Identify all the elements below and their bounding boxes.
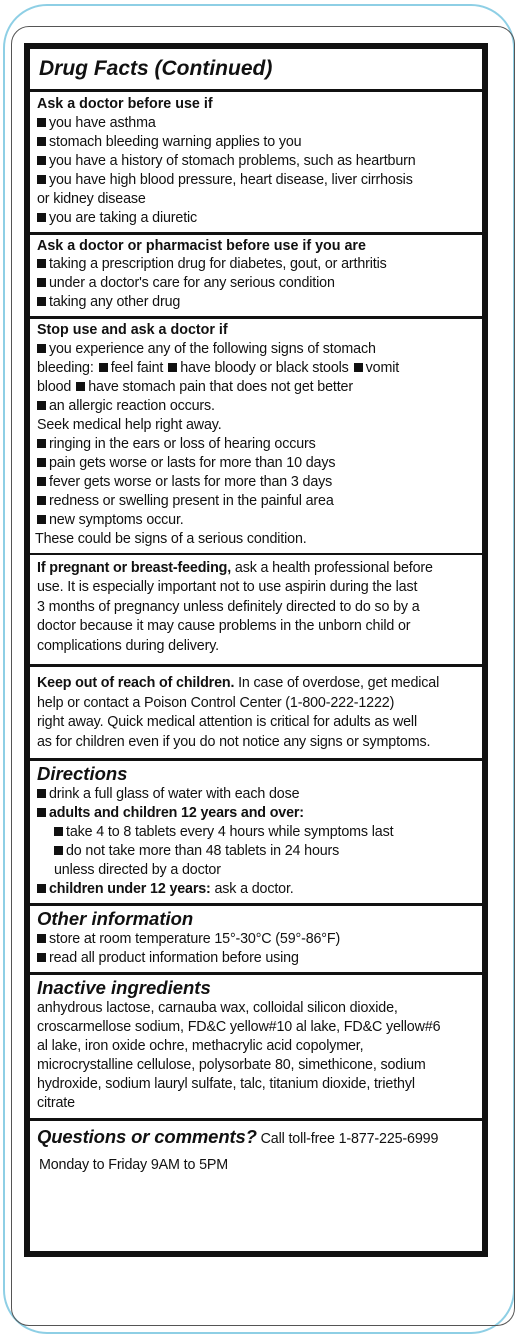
list-item: drink a full glass of water with each dose [37,785,476,804]
list-item: you are taking a diuretic [37,209,476,228]
inactive-line: microcrystalline cellulose, polysorbate 80, simethicone, sodium [37,1057,426,1073]
adults-label: adults and children 12 years and over: [49,805,304,821]
bullet-square [76,382,85,391]
pregnancy-section [30,555,482,668]
list-item [37,880,476,899]
bleeding-signs-line [35,359,476,378]
list-item: store at room temperature 15°-30°C (59°-86°F) [37,930,476,949]
inactive-line: hydroxide, sodium lauryl sulfate, talc, titanium dioxide, triethyl [37,1076,415,1092]
pregnancy-line-1 [37,559,476,579]
questions-lead: Questions or comments? [37,1126,257,1147]
serious-condition-text: These could be signs of a serious condition. [35,530,307,547]
sign-pain: have stomach pain that does not get better [88,378,353,395]
questions-section [30,1121,482,1180]
inactive-line: al lake, iron oxide ochre, methacrylic acid copolymer, [37,1038,364,1054]
children-line-3: right away. Quick medical attention is critical for adults as well [37,714,417,730]
sign-stools: have bloody or black stools [180,359,349,376]
bleeding-lead: bleeding: [37,359,94,376]
under12-text: ask a doctor. [210,881,294,897]
pregnancy-line-5: complications during delivery. [37,637,219,654]
bullet-square [354,363,363,372]
list-item [37,804,476,823]
questions-phone: Call toll-free 1-877-225-6999 [256,1131,439,1147]
list-item: new symptoms occur. [35,511,476,530]
list-item: an allergic reaction occurs. [35,397,476,416]
questions-hours: Monday to Friday 9AM to 5PM [39,1157,229,1173]
other-info-heading: Other information [37,908,194,929]
list-item: under a doctor's care for any serious condition [37,274,476,293]
directions-section [30,761,482,906]
inactive-line: croscarmellose sodium, FD&C yellow#10 al lake, FD&C yellow#6 [37,1019,441,1035]
children-lead: Keep out of reach of children. [37,675,235,691]
other-info-section [30,906,482,975]
list-item: do not take more than 48 tablets in 24 hours [37,842,476,861]
list-item-continued: or kidney disease [37,190,146,207]
sign-vomit-cont: blood [37,378,72,395]
sign-faint: feel faint [110,359,164,376]
children-line-1 [37,674,476,694]
drug-facts-panel [24,43,488,1257]
questions-line [37,1125,476,1151]
pregnancy-text: ask a health professional before [231,559,433,576]
children-line-4: as for children even if you do not notice any signs or symptoms. [37,733,431,750]
children-text: In case of overdose, get medical [234,675,440,691]
list-item: you have high blood pressure, heart disease, liver cirrhosis [37,171,476,190]
seek-help-text: Seek medical help right away. [37,416,222,433]
title-bar [30,49,482,92]
page-title: Drug Facts (Continued) [39,57,273,80]
stop-use-heading: Stop use and ask a doctor if [37,322,228,338]
sign-vomit: vomit [365,359,400,376]
pregnancy-line-3: 3 months of pregnancy unless definitely directed to do so by a [37,598,420,615]
stop-use-section [30,319,482,555]
bullet-square [99,363,108,372]
bullet-square [168,363,177,372]
ask-doctor-section [30,92,482,235]
list-item: ringing in the ears or loss of hearing occurs [35,435,476,454]
directions-heading: Directions [37,763,128,784]
list-item: you have asthma [37,114,476,133]
list-item: pain gets worse or lasts for more than 10 days [35,454,476,473]
pregnancy-lead: If pregnant or breast-feeding, [37,559,232,576]
pregnancy-line-4: doctor because it may cause problems in the unborn child or [37,618,411,634]
list-item: taking any other drug [37,293,476,312]
list-item: stomach bleeding warning applies to you [37,133,476,152]
ask-doctor-heading: Ask a doctor before use if [37,96,213,112]
list-item: taking a prescription drug for diabetes, gout, or arthritis [37,255,476,274]
inactive-line: citrate [37,1095,75,1111]
children-line-2: help or contact a Poison Control Center (1-800-222-1222) [37,694,395,711]
inactive-line: anhydrous lactose, carnauba wax, colloidal silicon dioxide, [37,1000,398,1016]
list-item: you experience any of the following signs of stomach [35,340,476,359]
list-item: fever gets worse or lasts for more than 3 days [35,473,476,492]
list-item: take 4 to 8 tablets every 4 hours while symptoms last [37,823,476,842]
inactive-heading: Inactive ingredients [37,977,211,998]
list-item: you have a history of stomach problems, such as heartburn [37,152,476,171]
inactive-section [30,975,482,1121]
ask-pharmacist-section [30,235,482,320]
children-section [30,667,482,761]
list-item: redness or swelling present in the painful area [35,492,476,511]
bleeding-signs-line-2 [35,378,476,397]
list-item: read all product information before using [37,949,476,968]
under12-label: children under 12 years: [49,881,211,897]
ask-pharmacist-heading: Ask a doctor or pharmacist before use if you are [37,237,366,254]
unless-text: unless directed by a doctor [54,862,221,878]
pregnancy-line-2: use. It is especially important not to use aspirin during the last [37,579,418,595]
